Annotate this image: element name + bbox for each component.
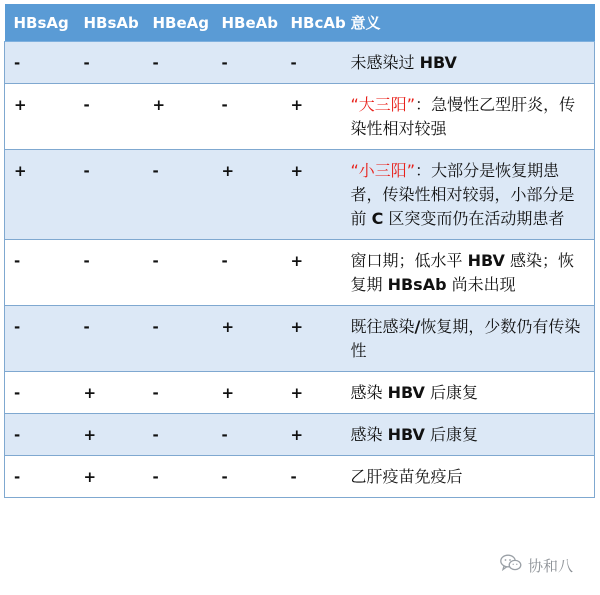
cell-hbsag: -	[5, 42, 75, 84]
meaning-text: 窗口期；低水平	[350, 251, 468, 270]
cell-hbsab: +	[75, 372, 144, 414]
cell-hbsab: +	[75, 456, 144, 498]
table-row	[5, 84, 595, 150]
cell-hbsab: -	[75, 306, 144, 372]
meaning-text: 感染	[350, 425, 388, 444]
cell-hbeag: -	[144, 240, 213, 306]
meaning-text: HBV	[387, 383, 425, 402]
meaning-text: HBV	[419, 53, 457, 72]
cell-hbeab: +	[213, 372, 282, 414]
meaning-text: 感染；恢复期	[350, 251, 575, 294]
table-row	[5, 42, 595, 84]
cell-meaning	[347, 42, 595, 84]
table-row	[5, 240, 595, 306]
cell-hbcab: +	[282, 240, 347, 306]
header-hbeab: HBeAb	[213, 4, 282, 42]
cell-hbsab: -	[75, 84, 144, 150]
meaning-text: ：大部分是恢复期患者，传染性相对较弱，小部分是前	[350, 161, 575, 228]
cell-hbsab: -	[75, 150, 144, 240]
cell-hbeag: -	[144, 306, 213, 372]
cell-meaning	[347, 414, 595, 456]
cell-hbeab: -	[213, 456, 282, 498]
cell-hbcab: +	[282, 84, 347, 150]
cell-hbcab: -	[282, 456, 347, 498]
meaning-text: 后康复	[424, 425, 479, 444]
header-hbcab: HBcAb	[282, 4, 347, 42]
cell-meaning	[347, 306, 595, 372]
cell-meaning	[347, 372, 595, 414]
header-hbsag: HBsAg	[5, 4, 75, 42]
table-row	[5, 414, 595, 456]
cell-meaning	[347, 240, 595, 306]
table-body	[5, 42, 595, 498]
meaning-text: 后康复	[424, 383, 479, 402]
meaning-text: 区突变而仍在活动期患者	[383, 209, 565, 228]
meaning-text: ：急慢性乙型肝炎，传染性相对较强	[350, 95, 576, 138]
meaning-text: 既往感染	[350, 317, 415, 336]
table-row	[5, 306, 595, 372]
cell-hbsag: -	[5, 306, 75, 372]
meaning-text: 乙肝疫苗免疫后	[350, 467, 463, 486]
cell-hbsag: -	[5, 456, 75, 498]
cell-hbcab: +	[282, 414, 347, 456]
cell-hbeab: -	[213, 240, 282, 306]
cell-meaning	[347, 84, 595, 150]
cell-hbeag: -	[144, 42, 213, 84]
cell-hbcab: -	[282, 42, 347, 84]
cell-hbeag: -	[144, 456, 213, 498]
cell-hbeag: -	[144, 372, 213, 414]
meaning-text: HBV	[387, 425, 425, 444]
cell-hbcab: +	[282, 150, 347, 240]
cell-hbsag: +	[5, 150, 75, 240]
highlight-term: “小三阳”	[350, 161, 416, 180]
cell-hbsab: -	[75, 240, 144, 306]
cell-hbeag: -	[144, 414, 213, 456]
table-header-row	[5, 4, 595, 42]
meaning-text: C	[371, 209, 384, 228]
watermark	[500, 548, 573, 582]
cell-hbeab: -	[213, 84, 282, 150]
meaning-text: HBsAb	[387, 275, 447, 294]
header-hbeag: HBeAg	[144, 4, 213, 42]
watermark-text: 协和八	[528, 556, 574, 575]
cell-hbsag: -	[5, 372, 75, 414]
table-row	[5, 150, 595, 240]
cell-hbeab: +	[213, 306, 282, 372]
meaning-text: 感染	[350, 383, 388, 402]
header-meaning: 意义	[347, 4, 595, 42]
cell-hbsag: -	[5, 240, 75, 306]
cell-meaning	[347, 150, 595, 240]
meaning-text: /	[414, 317, 421, 336]
cell-hbeag: +	[144, 84, 213, 150]
cell-hbeab: -	[213, 42, 282, 84]
cell-hbsab: -	[75, 42, 144, 84]
table-row	[5, 372, 595, 414]
cell-hbsag: -	[5, 414, 75, 456]
cell-hbeab: -	[213, 414, 282, 456]
header-hbsab: HBsAb	[75, 4, 144, 42]
meaning-text: HBV	[467, 251, 505, 270]
hbv-marker-table	[4, 4, 595, 498]
cell-hbsab: +	[75, 414, 144, 456]
meaning-text: 尚未出现	[446, 275, 516, 294]
meaning-text: 未感染过	[350, 53, 420, 72]
cell-hbeab: +	[213, 150, 282, 240]
table-row	[5, 456, 595, 498]
cell-hbsag: +	[5, 84, 75, 150]
cell-meaning	[347, 456, 595, 498]
cell-hbcab: +	[282, 372, 347, 414]
wechat-icon	[500, 554, 522, 576]
cell-hbeag: -	[144, 150, 213, 240]
cell-hbcab: +	[282, 306, 347, 372]
highlight-term: “大三阳”	[350, 95, 416, 114]
meaning-text: 恢复期，少数仍有传染性	[350, 317, 581, 360]
